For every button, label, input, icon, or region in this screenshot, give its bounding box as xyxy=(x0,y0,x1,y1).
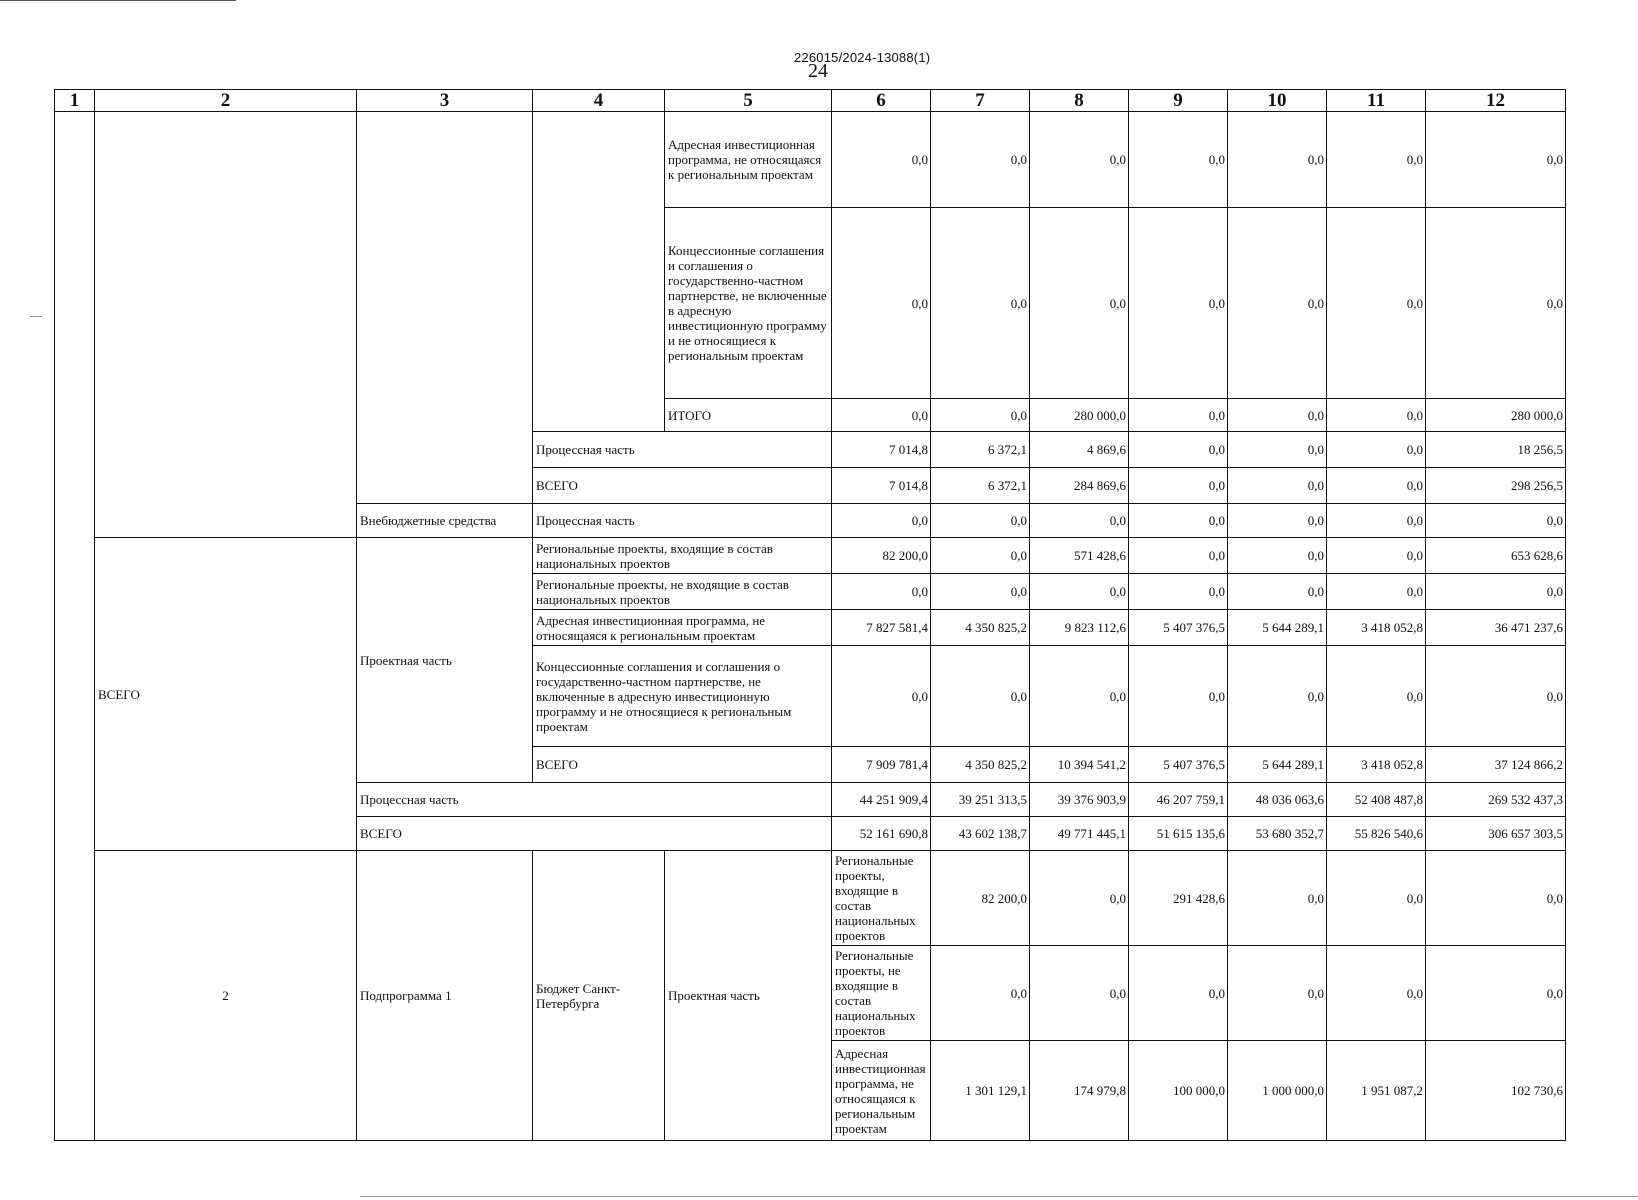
row-label: Региональные проекты, не входящие в состав национальных проектов xyxy=(832,946,931,1041)
scan-bottom-edge-line xyxy=(360,1196,1638,1197)
value-cell: 51 615 135,6 xyxy=(1129,817,1228,851)
col-header-11: 11 xyxy=(1327,90,1426,112)
row-number-label: 2 xyxy=(95,851,357,1141)
value-cell: 0,0 xyxy=(1426,946,1566,1041)
value-cell: 0,0 xyxy=(1228,851,1327,946)
value-cell: 0,0 xyxy=(1030,851,1129,946)
col-header-2: 2 xyxy=(95,90,357,112)
value-cell: 284 869,6 xyxy=(1030,468,1129,504)
value-cell: 298 256,5 xyxy=(1426,468,1566,504)
col-header-5: 5 xyxy=(665,90,832,112)
scan-edge-line xyxy=(0,0,236,1)
value-cell: 0,0 xyxy=(1426,208,1566,399)
row-label: ИТОГО xyxy=(665,399,832,432)
budget-table xyxy=(54,89,1566,1141)
value-cell: 0,0 xyxy=(1129,574,1228,610)
value-cell: 0,0 xyxy=(931,946,1030,1041)
value-cell: 4 350 825,2 xyxy=(931,747,1030,783)
value-cell: 0,0 xyxy=(1327,946,1426,1041)
value-cell: 280 000,0 xyxy=(1030,399,1129,432)
value-cell: 0,0 xyxy=(1327,646,1426,747)
column-number-row xyxy=(55,90,1566,112)
value-cell: 0,0 xyxy=(1030,574,1129,610)
row-label: Адресная инвестиционная программа, не относящаяся к региональным проектам xyxy=(533,610,832,646)
value-cell: 0,0 xyxy=(1327,468,1426,504)
value-cell: 100 000,0 xyxy=(1129,1041,1228,1141)
col-header-12: 12 xyxy=(1426,90,1566,112)
row-label: Процессная часть xyxy=(533,504,832,538)
table-row xyxy=(55,851,1566,946)
value-cell: 571 428,6 xyxy=(1030,538,1129,574)
value-cell: 0,0 xyxy=(1030,504,1129,538)
value-cell: 3 418 052,8 xyxy=(1327,747,1426,783)
value-cell: 4 869,6 xyxy=(1030,432,1129,468)
value-cell: 0,0 xyxy=(1327,432,1426,468)
value-cell: 43 602 138,7 xyxy=(931,817,1030,851)
scan-margin-mark xyxy=(30,316,42,317)
value-cell: 0,0 xyxy=(931,646,1030,747)
source-cell xyxy=(357,112,533,504)
value-cell: 53 680 352,7 xyxy=(1228,817,1327,851)
value-cell: 0,0 xyxy=(832,208,931,399)
value-cell: 0,0 xyxy=(1228,432,1327,468)
value-cell: 280 000,0 xyxy=(1426,399,1566,432)
value-cell: 0,0 xyxy=(832,646,931,747)
value-cell: 1 000 000,0 xyxy=(1228,1041,1327,1141)
value-cell: 4 350 825,2 xyxy=(931,610,1030,646)
row-label: Региональные проекты, входящие в состав национальных проектов xyxy=(533,538,832,574)
value-cell: 0,0 xyxy=(1129,208,1228,399)
value-cell: 39 376 903,9 xyxy=(1030,783,1129,817)
value-cell: 52 161 690,8 xyxy=(832,817,931,851)
value-cell: 5 644 289,1 xyxy=(1228,747,1327,783)
col-header-6: 6 xyxy=(832,90,931,112)
value-cell: 306 657 303,5 xyxy=(1426,817,1566,851)
value-cell: 7 909 781,4 xyxy=(832,747,931,783)
col-header-9: 9 xyxy=(1129,90,1228,112)
value-cell: 0,0 xyxy=(832,504,931,538)
value-cell: 48 036 063,6 xyxy=(1228,783,1327,817)
value-cell: 0,0 xyxy=(1129,112,1228,208)
value-cell: 52 408 487,8 xyxy=(1327,783,1426,817)
value-cell: 6 372,1 xyxy=(931,468,1030,504)
value-cell: 269 532 437,3 xyxy=(1426,783,1566,817)
col-header-3: 3 xyxy=(357,90,533,112)
row-label: Процессная часть xyxy=(533,432,832,468)
col-header-10: 10 xyxy=(1228,90,1327,112)
value-cell: 0,0 xyxy=(931,538,1030,574)
value-cell: 0,0 xyxy=(1327,399,1426,432)
col-header-1: 1 xyxy=(55,90,95,112)
table-row xyxy=(55,112,1566,208)
value-cell: 0,0 xyxy=(1129,646,1228,747)
value-cell: 0,0 xyxy=(931,112,1030,208)
value-cell: 0,0 xyxy=(1030,208,1129,399)
value-cell: 0,0 xyxy=(1426,574,1566,610)
value-cell: 0,0 xyxy=(1426,851,1566,946)
col-header-8: 8 xyxy=(1030,90,1129,112)
value-cell: 291 428,6 xyxy=(1129,851,1228,946)
value-cell: 0,0 xyxy=(1426,646,1566,747)
project-part-label: Проектная часть xyxy=(357,538,533,783)
value-cell: 0,0 xyxy=(1327,208,1426,399)
row-label: Региональные проекты, входящие в состав национальных проектов xyxy=(832,851,931,946)
row-number-cell xyxy=(55,112,95,1141)
value-cell: 0,0 xyxy=(1129,538,1228,574)
value-cell: 0,0 xyxy=(1030,646,1129,747)
value-cell: 0,0 xyxy=(1327,574,1426,610)
page-number: 24 xyxy=(808,60,828,82)
row-label: Адресная инвестиционная программа, не относящаяся к региональным проектам xyxy=(665,112,832,208)
row-label: Региональные проекты, не входящие в состав национальных проектов xyxy=(533,574,832,610)
value-cell: 0,0 xyxy=(1228,574,1327,610)
value-cell: 49 771 445,1 xyxy=(1030,817,1129,851)
value-cell: 0,0 xyxy=(1030,112,1129,208)
row-label: ВСЕГО xyxy=(357,817,832,851)
value-cell: 0,0 xyxy=(1327,538,1426,574)
program-cell xyxy=(95,112,357,538)
value-cell: 0,0 xyxy=(832,112,931,208)
row-label: Внебюджетные средства xyxy=(357,504,533,538)
value-cell: 44 251 909,4 xyxy=(832,783,931,817)
value-cell: 0,0 xyxy=(1426,504,1566,538)
value-cell: 0,0 xyxy=(1228,399,1327,432)
row-label: ВСЕГО xyxy=(533,468,832,504)
value-cell: 0,0 xyxy=(1228,468,1327,504)
value-cell: 0,0 xyxy=(1327,851,1426,946)
value-cell: 0,0 xyxy=(1327,504,1426,538)
row-label: Адресная инвестиционная программа, не относящаяся к региональным проектам xyxy=(832,1041,931,1141)
part-cell xyxy=(533,112,665,432)
row-label: ВСЕГО xyxy=(533,747,832,783)
value-cell: 0,0 xyxy=(1228,946,1327,1041)
subprogram-label: Подпрограмма 1 xyxy=(357,851,533,1141)
value-cell: 0,0 xyxy=(1426,112,1566,208)
row-label: Концессионные соглашения и соглашения о государственно-частном партнерстве, не включенные в адресную инвестиционную программу и не относящиеся к региональным проектам xyxy=(665,208,832,399)
value-cell: 0,0 xyxy=(1228,208,1327,399)
value-cell: 0,0 xyxy=(931,504,1030,538)
value-cell: 0,0 xyxy=(1129,946,1228,1041)
value-cell: 0,0 xyxy=(1228,646,1327,747)
value-cell: 0,0 xyxy=(931,399,1030,432)
value-cell: 18 256,5 xyxy=(1426,432,1566,468)
value-cell: 5 644 289,1 xyxy=(1228,610,1327,646)
value-cell: 82 200,0 xyxy=(931,851,1030,946)
value-cell: 46 207 759,1 xyxy=(1129,783,1228,817)
value-cell: 55 826 540,6 xyxy=(1327,817,1426,851)
value-cell: 3 418 052,8 xyxy=(1327,610,1426,646)
value-cell: 9 823 112,6 xyxy=(1030,610,1129,646)
value-cell: 0,0 xyxy=(1129,432,1228,468)
value-cell: 174 979,8 xyxy=(1030,1041,1129,1141)
total-program-label: ВСЕГО xyxy=(95,538,357,851)
value-cell: 6 372,1 xyxy=(931,432,1030,468)
value-cell: 7 014,8 xyxy=(832,468,931,504)
value-cell: 0,0 xyxy=(1327,112,1426,208)
value-cell: 7 014,8 xyxy=(832,432,931,468)
value-cell: 0,0 xyxy=(832,399,931,432)
value-cell: 0,0 xyxy=(1228,504,1327,538)
value-cell: 0,0 xyxy=(1228,538,1327,574)
row-label: Процессная часть xyxy=(357,783,832,817)
budget-source-label: Бюджет Санкт-Петербурга xyxy=(533,851,665,1141)
value-cell: 5 407 376,5 xyxy=(1129,747,1228,783)
value-cell: 0,0 xyxy=(931,208,1030,399)
col-header-4: 4 xyxy=(533,90,665,112)
value-cell: 0,0 xyxy=(1228,112,1327,208)
value-cell: 653 628,6 xyxy=(1426,538,1566,574)
row-label: Концессионные соглашения и соглашения о государственно-частном партнерстве, не включенные в адресную инвестиционную программу и не относящиеся к региональным проектам xyxy=(533,646,832,747)
value-cell: 1 951 087,2 xyxy=(1327,1041,1426,1141)
value-cell: 0,0 xyxy=(1030,946,1129,1041)
value-cell: 7 827 581,4 xyxy=(832,610,931,646)
table-row xyxy=(55,538,1566,574)
value-cell: 0,0 xyxy=(1129,504,1228,538)
project-part-label: Проектная часть xyxy=(665,851,832,1141)
value-cell: 0,0 xyxy=(1129,399,1228,432)
value-cell: 37 124 866,2 xyxy=(1426,747,1566,783)
col-header-7: 7 xyxy=(931,90,1030,112)
value-cell: 0,0 xyxy=(931,574,1030,610)
value-cell: 10 394 541,2 xyxy=(1030,747,1129,783)
document-registration-stamp: 226015/2024-13088(1) xyxy=(794,50,931,65)
value-cell: 102 730,6 xyxy=(1426,1041,1566,1141)
value-cell: 5 407 376,5 xyxy=(1129,610,1228,646)
value-cell: 82 200,0 xyxy=(832,538,931,574)
value-cell: 0,0 xyxy=(1129,468,1228,504)
value-cell: 1 301 129,1 xyxy=(931,1041,1030,1141)
value-cell: 39 251 313,5 xyxy=(931,783,1030,817)
value-cell: 0,0 xyxy=(832,574,931,610)
value-cell: 36 471 237,6 xyxy=(1426,610,1566,646)
